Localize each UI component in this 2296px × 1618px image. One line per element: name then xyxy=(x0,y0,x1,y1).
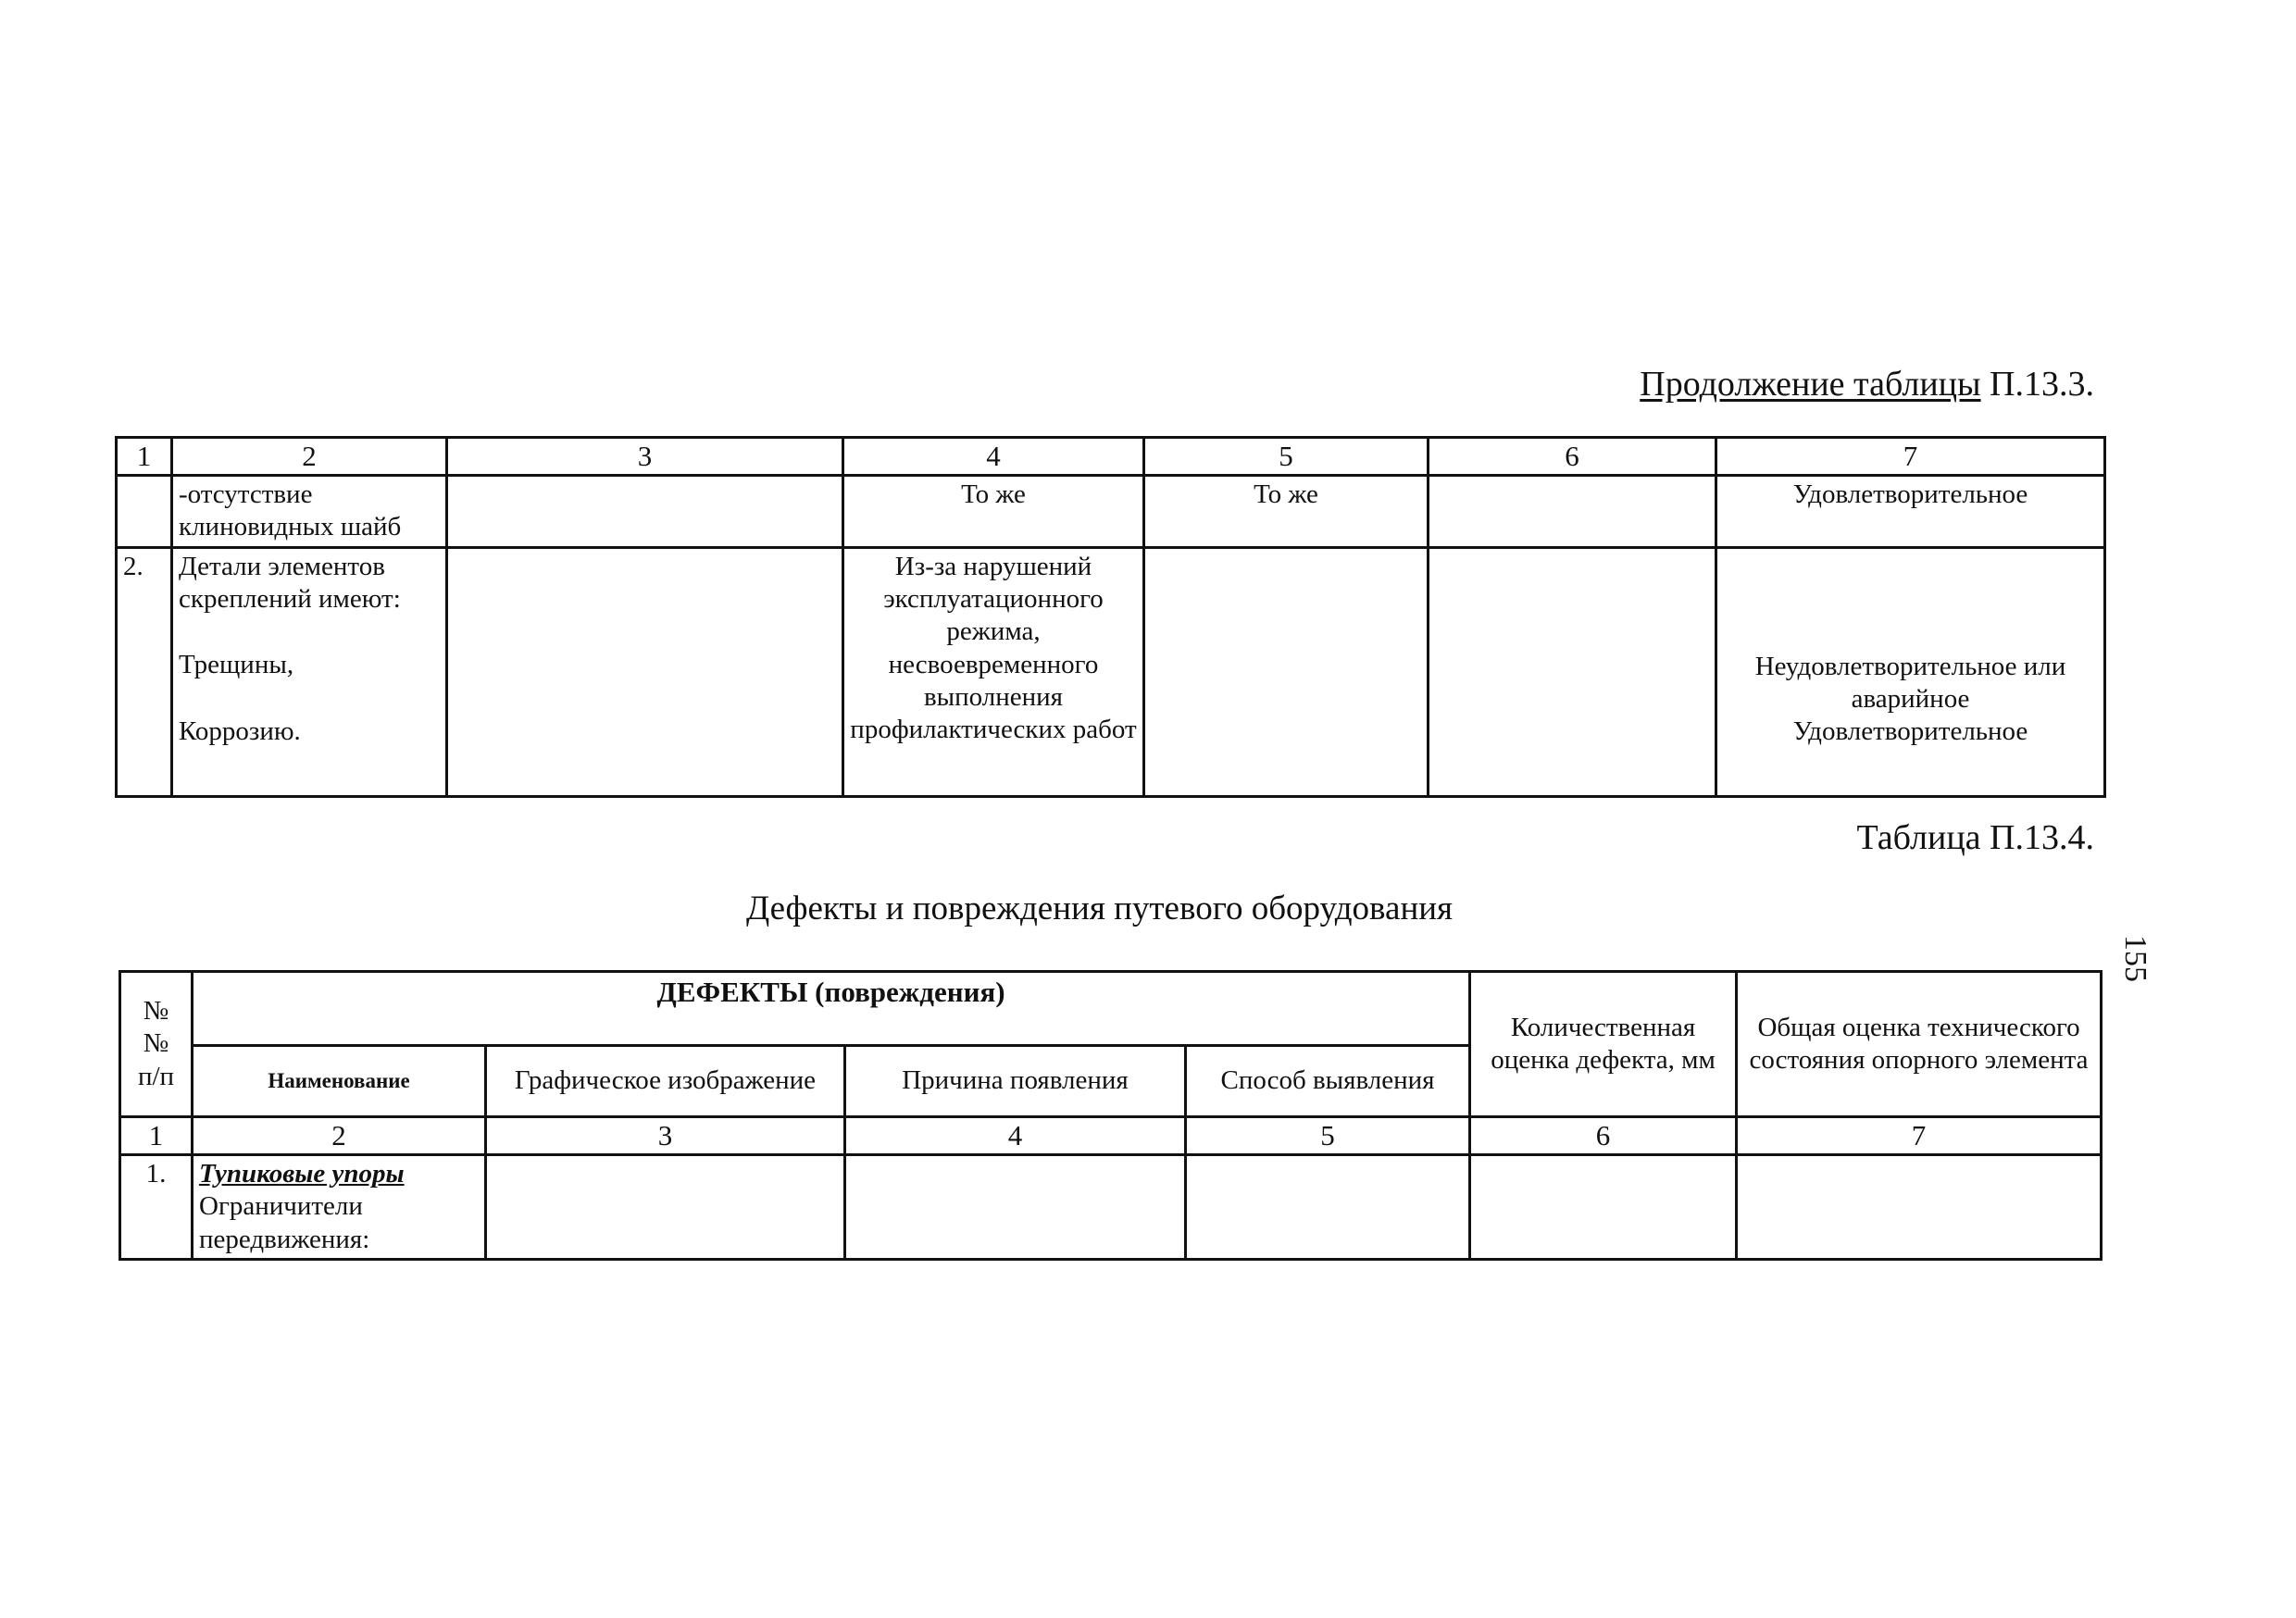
table-row xyxy=(120,1154,2102,1259)
table-cell xyxy=(193,1154,486,1259)
table2-col-number: 7 xyxy=(1737,1117,2102,1155)
table-cell: -отсутствие клиновидных шайб xyxy=(172,475,447,547)
cell-text: Детали элементов скреплений имеют: xyxy=(179,551,401,614)
table-cell xyxy=(1429,547,1716,796)
table1-col-number: 4 xyxy=(843,438,1144,476)
continuation-title-suffix: П.13.3. xyxy=(1990,365,2094,404)
table-cell xyxy=(1144,547,1429,796)
table-cell: Из-за нарушений эксплуатационного режима, несвоевременного выполнения профилактических работ xyxy=(843,547,1144,796)
cell-text: Трещины, xyxy=(179,650,294,680)
table2-col-number: 3 xyxy=(486,1117,845,1155)
table-cell xyxy=(447,547,843,796)
table-cell: 2. xyxy=(117,547,172,796)
table2-heading: Дефекты и повреждения путевого оборудования xyxy=(745,890,1454,927)
col-header-cause: Причина появления xyxy=(845,1045,1186,1117)
table2-col-number: 4 xyxy=(845,1117,1186,1155)
table-cell xyxy=(1429,475,1716,547)
table1-header-row xyxy=(117,438,2105,476)
table1-col-number: 3 xyxy=(447,438,843,476)
table2-numbers-row xyxy=(120,1117,2102,1155)
col-header-method: Способ выявления xyxy=(1186,1045,1470,1117)
table-cell xyxy=(1186,1154,1470,1259)
table-cell xyxy=(1470,1154,1737,1259)
table-cell xyxy=(117,475,172,547)
table-row xyxy=(117,547,2105,796)
col-header-name: Наименование xyxy=(193,1045,486,1117)
continuation-table xyxy=(115,436,2106,798)
table-cell xyxy=(1716,547,2105,796)
table1-col-number: 6 xyxy=(1429,438,1716,476)
table2-col-number: 2 xyxy=(193,1117,486,1155)
table2-group-header-row xyxy=(120,972,2102,1046)
defects-table xyxy=(119,970,2103,1261)
cell-text: Неудовлетворительное или аварийное xyxy=(1754,651,2066,714)
table-cell xyxy=(486,1154,845,1259)
cell-text: Ограничители передвижения: xyxy=(199,1191,370,1254)
table1-col-number: 5 xyxy=(1144,438,1429,476)
table-cell xyxy=(172,547,447,796)
table1-col-number: 1 xyxy=(117,438,172,476)
table-cell xyxy=(845,1154,1186,1259)
table2-title: Таблица П.13.4. xyxy=(1856,818,2094,857)
table2-col-number: 5 xyxy=(1186,1117,1470,1155)
cell-text: Коррозию. xyxy=(179,716,301,746)
col-header-graphic: Графическое изображение xyxy=(486,1045,845,1117)
table2-col-number: 6 xyxy=(1470,1117,1737,1155)
cell-section-title: Тупиковые упоры xyxy=(199,1158,405,1189)
table-cell xyxy=(447,475,843,547)
table-row xyxy=(117,475,2105,547)
page-number: 155 xyxy=(2118,935,2152,982)
table1-col-number: 2 xyxy=(172,438,447,476)
table2-col-number: 1 xyxy=(120,1117,193,1155)
col-header-quantitative: Количественная оценка дефекта, мм xyxy=(1470,972,1737,1117)
col-header-overall: Общая оценка технического состояния опорного элемента xyxy=(1737,972,2102,1117)
table1-col-number: 7 xyxy=(1716,438,2105,476)
table-cell xyxy=(1737,1154,2102,1259)
cell-text: Удовлетворительное xyxy=(1792,716,2028,747)
col-header-number: № № п/п xyxy=(120,972,193,1117)
continuation-title-prefix: Продолжение таблицы xyxy=(1640,365,1981,404)
table-cell: 1. xyxy=(120,1154,193,1259)
table-cell: Удовлетворительное xyxy=(1716,475,2105,547)
table-cell: То же xyxy=(843,475,1144,547)
continuation-title xyxy=(1640,364,2094,404)
table-cell: То же xyxy=(1144,475,1429,547)
col-group-defects: ДЕФЕКТЫ (повреждения) xyxy=(193,972,1470,1046)
